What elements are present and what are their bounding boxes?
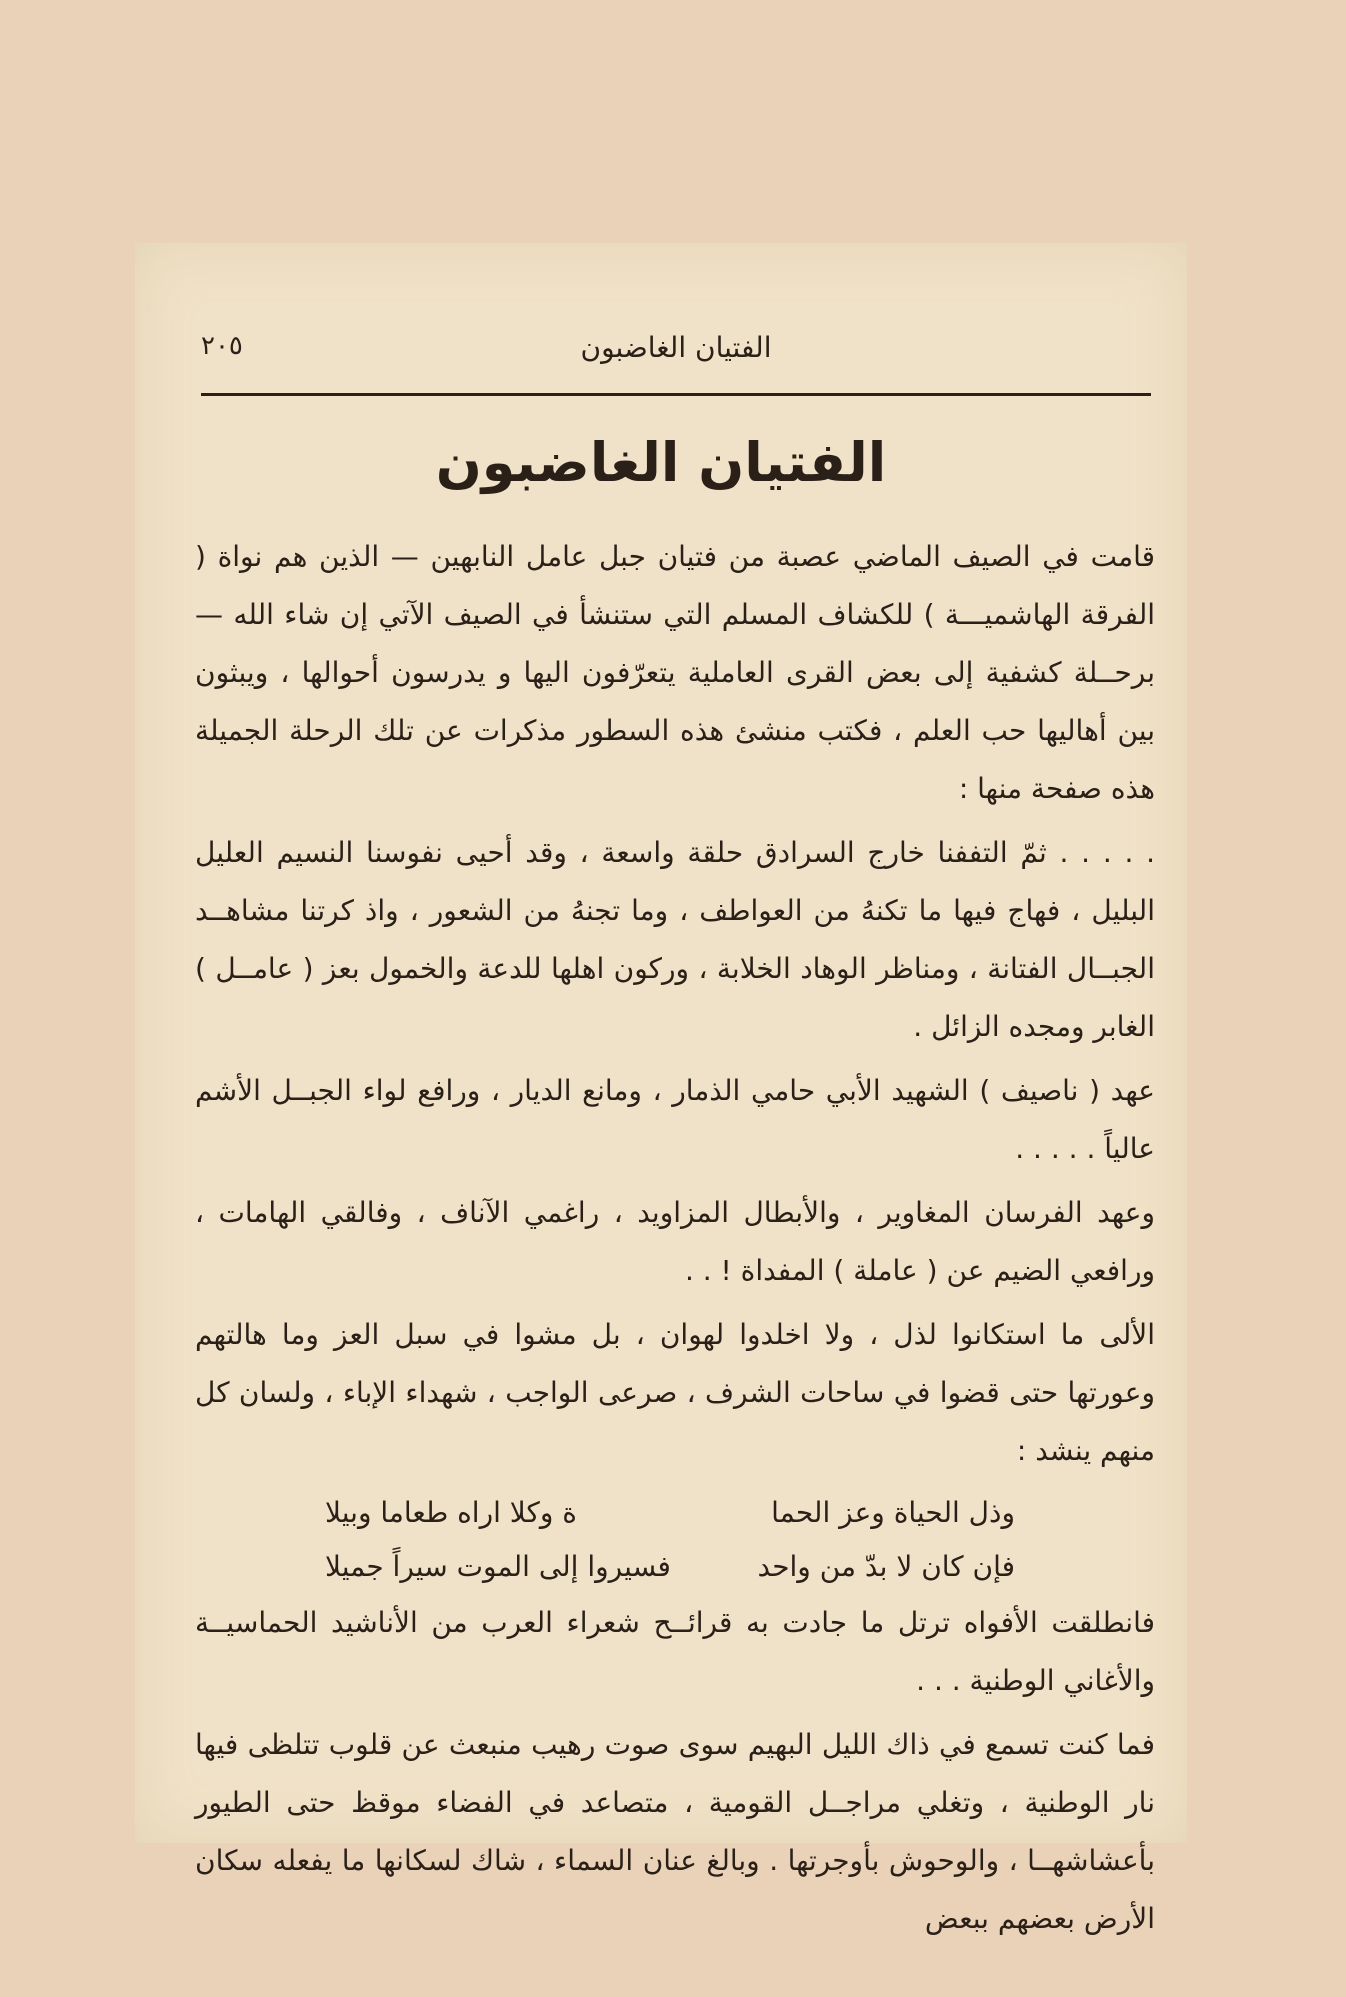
book-page — [135, 243, 1187, 1935]
paragraph-nassif: عهد ( ناصيف ) الشهيد الأبي حامي الذمار ، ومانع الديار ، ورافع لواء الجبــل الأشم عالياً . . . . . — [195, 1074, 1155, 1165]
page-number: ٢٠٥ — [201, 331, 243, 361]
verse-line — [195, 1540, 1155, 1594]
paragraph-anthems: فانطلقت الأفواه ترتل ما جادت به قرائــح شعراء العرب من الأناشيد الحماسيــة والأغاني الوطنية . . . — [195, 1606, 1155, 1697]
paragraph-circle: . . . . . ثمّ التففنا خارج السرادق حلقة واسعة ، وقد أحيى نفوسنا النسيم العليل البليل ، فهاج فيها ما تكنهُ من العواطف ، وما تجنهُ من الشعور ، واذ كرتنا مشاهــد الجبــال الفتانة ، ومناظر الوهاد الخلابة ، وركون اهلها للدعة والخمول بعز ( عامــل ) الغابر ومجده الزائل . — [195, 836, 1155, 1043]
paragraph-night: فما كنت تسمع في ذاك الليل البهيم سوى صوت رهيب منبعث عن قلوب تتلظى فيها نار الوطنية ، وتغلي مراجــل القومية ، متصاعد في الفضاء موقظ حتى الطيور بأعشاشهــا ، والوحوش بأوجرتها . وبالغ عنان السماء ، شاك لسكانها ما يفعله سكان الأرض بعضهم ببعض — [195, 1728, 1155, 1935]
verse-second-hemistich: ة وكلا اراه طعاما وبيلا — [325, 1496, 577, 1529]
header-rule — [201, 393, 1151, 396]
verse-first-hemistich: وذل الحياة وعز الحما — [771, 1496, 1015, 1529]
article-title: الفتيان الغاضبون — [435, 431, 887, 494]
paragraph-martyrs: الألى ما استكانوا لذل ، ولا اخلدوا لهوان ، بل مشوا في سبل العز وما هالتهم وعورتها حتى قضوا في ساحات الشرف ، صرعى الواجب ، شهداء الإباء ، ولسان كل منهم ينشد : — [195, 1318, 1155, 1467]
verse-line — [195, 1486, 1155, 1540]
article-body — [195, 528, 1155, 1954]
running-title: الفتيان الغاضبون — [580, 331, 772, 364]
paragraph-intro: قامت في الصيف الماضي عصبة من فتيان جبل عامل النابهين — الذين هم نواة ( الفرقة الهاشميـــة ) للكشاف المسلم التي ستنشأ في الصيف الآتي إن شاء الله — برحــلة كشفية إلى بعض القرى العاملية يتعرّفون اليها و يدرسون أحوالها ، ويبثون بين أهاليها حب العلم ، فكتب منشئ هذه السطور مذكرات عن تلك الرحلة الجميلة هذه صفحة منها : — [195, 540, 1155, 805]
verse-second-hemistich: فسيروا إلى الموت سيراً جميلا — [325, 1550, 671, 1583]
running-header — [201, 331, 1151, 371]
paragraph-knights: وعهد الفرسان المغاوير ، والأبطال المزاويد ، راغمي الآناف ، وفالقي الهامات ، ورافعي الضيم عن ( عاملة ) المفداة ! . . — [195, 1196, 1155, 1287]
verse-first-hemistich: فإن كان لا بدّ من واحد — [757, 1550, 1015, 1583]
